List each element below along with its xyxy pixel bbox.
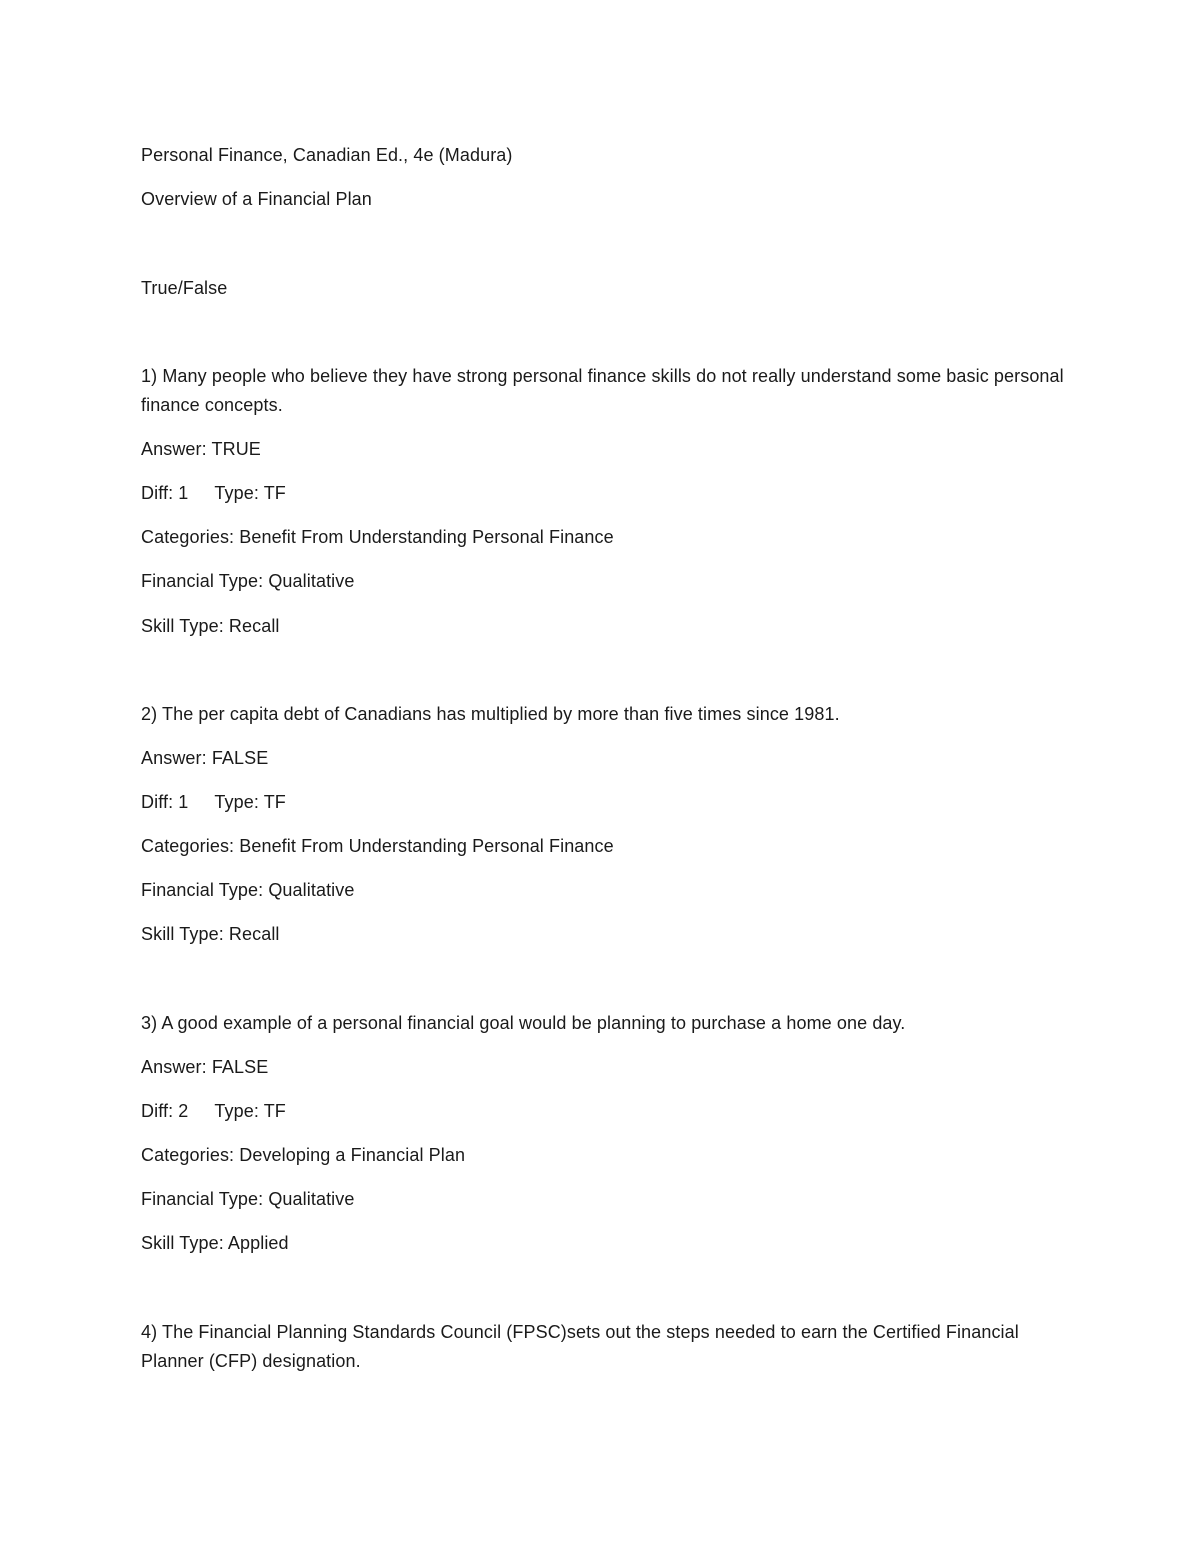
question-diff: Diff: 1	[141, 483, 189, 503]
question-text: The Financial Planning Standards Council (FPSC)sets out the steps needed to earn the Certified Financial Planner (CFP) designation.	[141, 1322, 1019, 1371]
document-header-title: Personal Finance, Canadian Ed., 4e (Madura)	[141, 145, 513, 165]
question-1-answer: Answer: TRUE	[141, 439, 261, 459]
question-2-meta	[141, 788, 1071, 817]
question-number: 1)	[141, 366, 158, 386]
question-diff: Diff: 2	[141, 1101, 189, 1121]
question-3-meta	[141, 1097, 1071, 1126]
question-1-skill-type: Skill Type: Recall	[141, 616, 280, 636]
question-2-financial-type: Financial Type: Qualitative	[141, 880, 355, 900]
question-1-meta	[141, 479, 1071, 508]
question-number: 4)	[141, 1322, 158, 1342]
question-type: Type: TF	[214, 1101, 286, 1121]
question-4-stem	[141, 1318, 1021, 1376]
question-text: The per capita debt of Canadians has multiplied by more than five times since 1981.	[162, 704, 840, 724]
question-type: Type: TF	[214, 483, 286, 503]
question-1-stem	[141, 362, 1071, 420]
question-2-stem	[141, 700, 1071, 729]
question-2-answer: Answer: FALSE	[141, 748, 269, 768]
question-1-categories: Categories: Benefit From Understanding Personal Finance	[141, 527, 614, 547]
section-title: True/False	[141, 278, 228, 298]
question-text: Many people who believe they have strong personal finance skills do not really understand some basic personal finance concepts.	[141, 366, 1064, 415]
question-3-stem	[141, 1009, 1071, 1038]
question-type: Type: TF	[214, 792, 286, 812]
question-number: 2)	[141, 704, 158, 724]
question-text: A good example of a personal financial goal would be planning to purchase a home one day.	[161, 1013, 906, 1033]
chapter-title: Overview of a Financial Plan	[141, 189, 372, 209]
question-3-skill-type: Skill Type: Applied	[141, 1233, 289, 1253]
question-diff: Diff: 1	[141, 792, 189, 812]
question-3-financial-type: Financial Type: Qualitative	[141, 1189, 355, 1209]
question-1-financial-type: Financial Type: Qualitative	[141, 571, 355, 591]
question-2-categories: Categories: Benefit From Understanding Personal Finance	[141, 836, 614, 856]
question-3-categories: Categories: Developing a Financial Plan	[141, 1145, 466, 1165]
question-3-answer: Answer: FALSE	[141, 1057, 269, 1077]
question-number: 3)	[141, 1013, 158, 1033]
question-2-skill-type: Skill Type: Recall	[141, 924, 280, 944]
